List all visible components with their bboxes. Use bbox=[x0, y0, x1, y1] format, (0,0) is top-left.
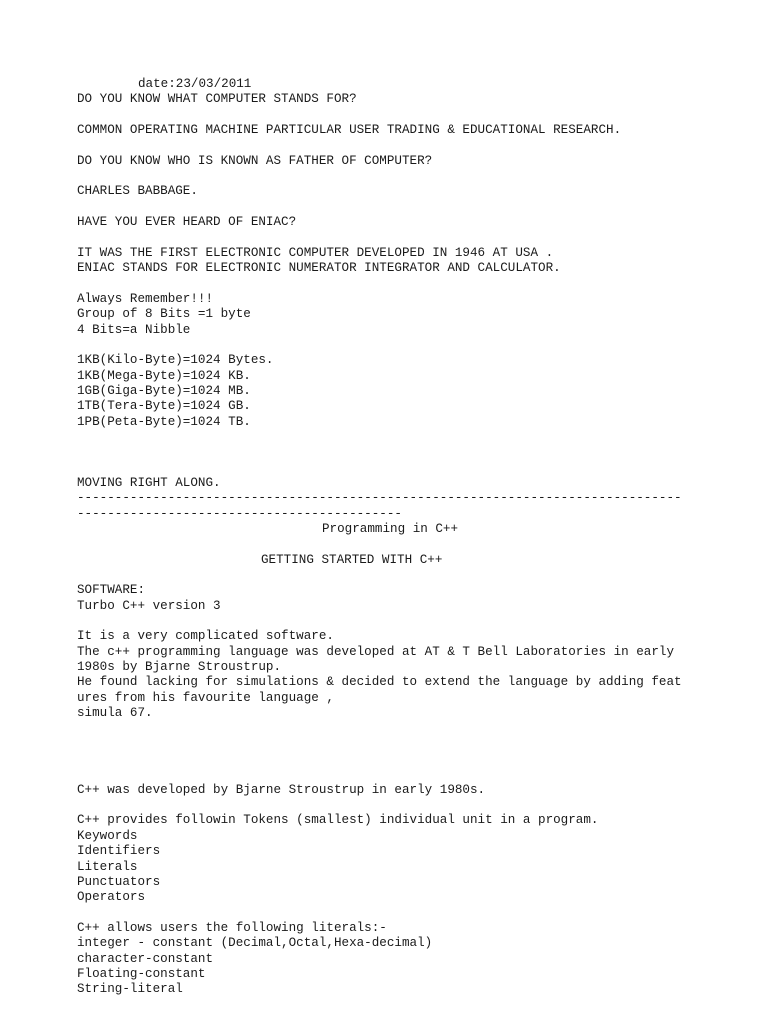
moving-right-along: MOVING RIGHT ALONG. bbox=[77, 475, 221, 490]
remember-line: 4 Bits=a Nibble bbox=[77, 322, 191, 337]
paragraph-line: 1980s by Bjarne Stroustrup. bbox=[77, 660, 282, 675]
divider-rule-2: ------------------------------------------- bbox=[77, 506, 402, 521]
unit-line: 1GB(Giga-Byte)=1024 MB. bbox=[77, 383, 251, 398]
cpp-history-paragraph bbox=[77, 629, 757, 721]
question-father-of-computer: DO YOU KNOW WHO IS KNOWN AS FATHER OF COMPUTER? bbox=[77, 153, 433, 168]
software-value: Turbo C++ version 3 bbox=[77, 598, 221, 613]
token-item: Operators bbox=[77, 890, 146, 905]
answer-computer-acronym: COMMON OPERATING MACHINE PARTICULAR USER TRADING & EDUCATIONAL RESEARCH. bbox=[77, 123, 622, 138]
software-label: SOFTWARE: bbox=[77, 583, 146, 598]
paragraph-line: It is a very complicated software. bbox=[77, 629, 334, 644]
document-page bbox=[77, 77, 757, 998]
literal-item: character-constant bbox=[77, 951, 214, 966]
tokens-list bbox=[77, 829, 757, 906]
units-list bbox=[77, 353, 757, 430]
unit-line: 1PB(Peta-Byte)=1024 TB. bbox=[77, 414, 251, 429]
token-item: Identifiers bbox=[77, 844, 161, 859]
question-computer-acronym: DO YOU KNOW WHAT COMPUTER STANDS FOR? bbox=[77, 92, 357, 107]
paragraph-line: simula 67. bbox=[77, 706, 153, 721]
developer-line: C++ was developed by Bjarne Stroustrup in early 1980s. bbox=[77, 782, 486, 797]
unit-line: 1KB(Mega-Byte)=1024 KB. bbox=[77, 368, 251, 383]
remember-block bbox=[77, 292, 757, 338]
date-line: date:23/03/2011 bbox=[138, 77, 252, 91]
remember-line: Always Remember!!! bbox=[77, 291, 214, 306]
unit-line: 1TB(Tera-Byte)=1024 GB. bbox=[77, 399, 251, 414]
paragraph-line: He found lacking for simulations & decided to extend the language by adding feat bbox=[77, 675, 682, 690]
literals-list bbox=[77, 936, 757, 997]
answer-father-of-computer: CHARLES BABBAGE. bbox=[77, 184, 198, 199]
token-item: Punctuators bbox=[77, 874, 161, 889]
answer-eniac-line-1: IT WAS THE FIRST ELECTRONIC COMPUTER DEVELOPED IN 1946 AT USA . bbox=[77, 245, 554, 260]
literal-item: Floating-constant bbox=[77, 966, 206, 981]
remember-line: Group of 8 Bits =1 byte bbox=[77, 307, 251, 322]
unit-line: 1KB(Kilo-Byte)=1024 Bytes. bbox=[77, 353, 274, 368]
tokens-intro: C++ provides followin Tokens (smallest) individual unit in a program. bbox=[77, 813, 599, 828]
question-eniac: HAVE YOU EVER HEARD OF ENIAC? bbox=[77, 215, 297, 230]
paragraph-line: ures from his favourite language , bbox=[77, 690, 334, 705]
literal-item: integer - constant (Decimal,Octal,Hexa-decimal) bbox=[77, 936, 433, 951]
heading-getting-started: GETTING STARTED WITH C++ bbox=[261, 552, 443, 567]
literal-item: String-literal bbox=[77, 982, 183, 997]
paragraph-line: The c++ programming language was developed at AT & T Bell Laboratories in early bbox=[77, 644, 675, 659]
heading-programming-cpp: Programming in C++ bbox=[322, 521, 459, 536]
answer-eniac-line-2: ENIAC STANDS FOR ELECTRONIC NUMERATOR INTEGRATOR AND CALCULATOR. bbox=[77, 261, 561, 276]
token-item: Literals bbox=[77, 859, 138, 874]
literals-intro: C++ allows users the following literals:- bbox=[77, 920, 387, 935]
token-item: Keywords bbox=[77, 828, 138, 843]
divider-rule-1: -------------------------------------------------------------------------------- bbox=[77, 491, 682, 506]
